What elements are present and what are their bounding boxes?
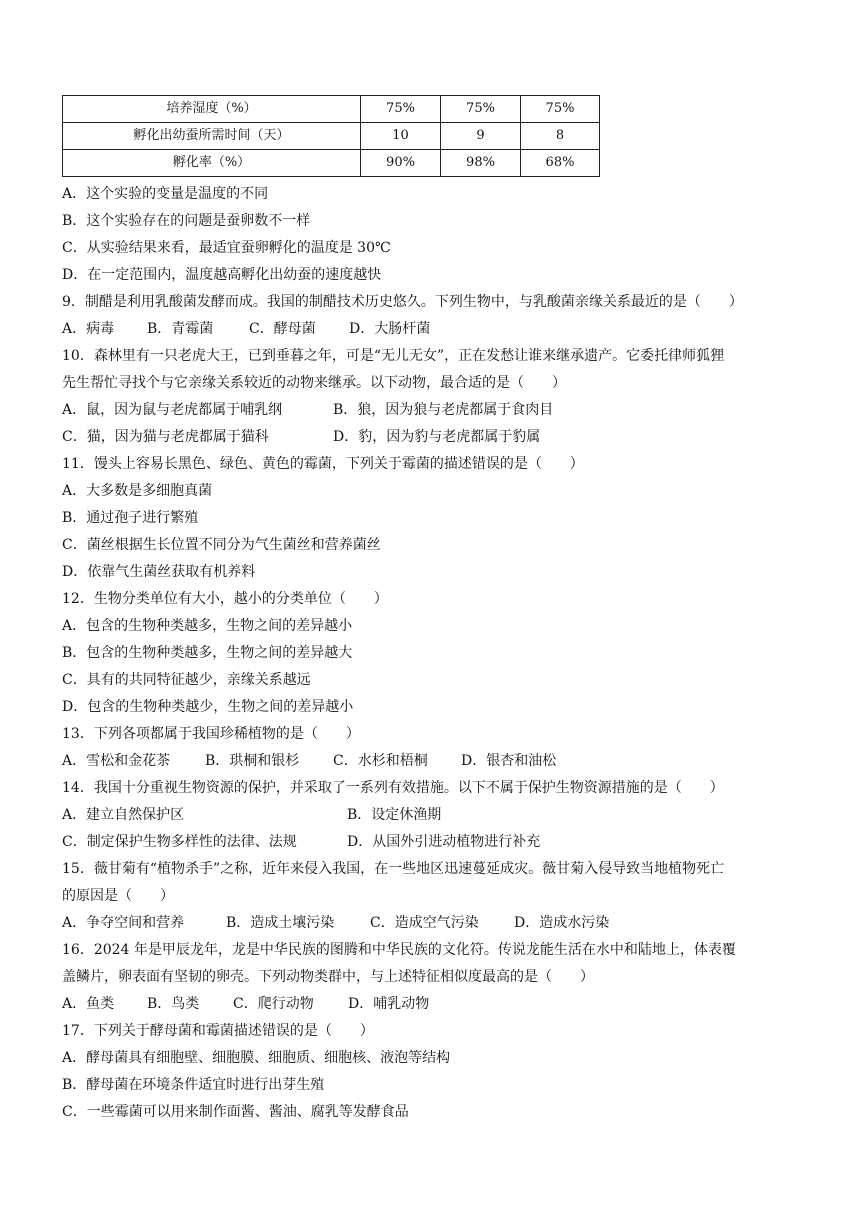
q9-options — [62, 316, 822, 343]
q12-option-a: A．包含的生物种类越多，生物之间的差异越小 — [62, 618, 353, 634]
q14-option-b: B．设定休渔期 — [347, 807, 442, 823]
table-cell: 98% — [441, 150, 521, 177]
q17-option-c: C．一些霉菌可以用来制作面酱、酱油、腐乳等发酵食品 — [62, 1104, 409, 1120]
q14-option-c: C．制定保护生物多样性的法律、法规 — [62, 834, 297, 850]
table-cell: 75% — [521, 96, 600, 123]
q14-option-d: D．从国外引进动植物进行补充 — [347, 834, 541, 850]
q13-option-c: C．水杉和梧桐 — [333, 753, 428, 769]
q8-option-a: A．这个实验的变量是温度的不同 — [62, 186, 269, 202]
q16-option-d: D．哺乳动物 — [348, 996, 430, 1012]
q9-option-d: D．大肠杆菌 — [349, 321, 431, 337]
q12-stem: 12．生物分类单位有大小，越小的分类单位（ ） — [62, 591, 388, 607]
q10-option-b: B．狼，因为狼与老虎都属于食肉目 — [333, 402, 554, 418]
q17-option-a: A．酵母菌具有细胞壁、细胞膜、细胞质、细胞核、液泡等结构 — [62, 1050, 451, 1066]
q15-stem-line-1: 15．薇甘菊有“植物杀手”之称，近年来侵入我国，在一些地区迅速蔓延成灾。薇甘菊入侵导致当地植物死亡 — [62, 861, 725, 877]
q16-option-c: C．爬行动物 — [233, 996, 314, 1012]
table-cell: 75% — [361, 96, 441, 123]
table-cell: 68% — [521, 150, 600, 177]
q13-option-a: A．雪松和金花茶 — [62, 753, 171, 769]
q17-stem: 17．下列关于酵母菌和霉菌描述错误的是（ ） — [62, 1023, 374, 1039]
q15-option-a: A．争夺空间和营养 — [62, 915, 185, 931]
q16-option-b: B．鸟类 — [147, 996, 200, 1012]
table-cell: 90% — [361, 150, 441, 177]
q10-option-a: A．鼠，因为鼠与老虎都属于哺乳纲 — [62, 402, 283, 418]
q10-option-c: C．猫，因为猫与老虎都属于猫科 — [62, 429, 269, 445]
table-cell: 8 — [521, 123, 600, 150]
hatching-data-table — [62, 95, 600, 177]
q13-stem: 13．下列各项都属于我国珍稀植物的是（ ） — [62, 726, 360, 742]
q13-option-b: B．珙桐和银杉 — [205, 753, 300, 769]
q9-stem: 9．制醋是利用乳酸菌发酵而成。我国的制醋技术历史悠久。下列生物中，与乳酸菌亲缘关系最近的是（ ） — [62, 294, 743, 310]
q11-option-c: C．菌丝根据生长位置不同分为气生菌丝和营养菌丝 — [62, 537, 381, 553]
q15-stem-line-2: 的原因是（ ） — [62, 888, 174, 904]
q15-options — [62, 910, 822, 937]
q16-options — [62, 991, 822, 1018]
q15-option-d: D．造成水污染 — [514, 915, 610, 931]
q10-stem-line-2: 先生帮忙寻找个与它亲缘关系较近的动物来继承。以下动物，最合适的是（ ） — [62, 375, 566, 391]
q8-option-d: D．在一定范围内，温度越高孵化出幼蚕的速度越快 — [62, 267, 382, 283]
q14-options-row-2 — [62, 829, 822, 856]
q10-stem-line-1: 10．森林里有一只老虎大王，已到垂暮之年，可是“无儿无女”，正在发愁让谁来继承遗产。它委托律师狐狸 — [62, 348, 725, 364]
table-cell: 10 — [361, 123, 441, 150]
q10-options-row-1 — [62, 397, 822, 424]
q10-option-d: D．豹，因为豹与老虎都属于豹属 — [333, 429, 541, 445]
q14-stem: 14．我国十分重视生物资源的保护，并采取了一系列有效措施。以下不属于保护生物资源措施的是（ ） — [62, 780, 724, 796]
q10-options-row-2 — [62, 424, 822, 451]
table-cell: 孵化出幼蚕所需时间（天） — [63, 123, 361, 150]
q8-option-c: C．从实验结果来看，最适宜蚕卵孵化的温度是 30℃ — [62, 240, 391, 256]
q15-option-b: B．造成土壤污染 — [226, 915, 335, 931]
q17-option-b: B．酵母菌在环境条件适宜时进行出芽生殖 — [62, 1077, 325, 1093]
table-row — [63, 96, 600, 123]
table-cell: 孵化率（%） — [63, 150, 361, 177]
q13-option-d: D．银杏和油松 — [461, 753, 557, 769]
q16-option-a: A．鱼类 — [62, 996, 115, 1012]
table-row — [63, 150, 600, 177]
q14-option-a: A．建立自然保护区 — [62, 807, 185, 823]
q11-option-d: D．依靠气生菌丝获取有机养料 — [62, 564, 256, 580]
q11-option-a: A．大多数是多细胞真菌 — [62, 483, 213, 499]
q14-options-row-1 — [62, 802, 822, 829]
table-cell: 75% — [441, 96, 521, 123]
q9-option-b: B．青霉菌 — [147, 321, 214, 337]
q9-option-a: A．病毒 — [62, 321, 115, 337]
q16-stem-line-1: 16．2024 年是甲辰龙年，龙是中华民族的图腾和中华民族的文化符。传说龙能生活在水中和陆地上，体表覆 — [62, 942, 736, 958]
q15-option-c: C．造成空气污染 — [370, 915, 479, 931]
table-cell: 培养湿度（%） — [63, 96, 361, 123]
q12-option-d: D．包含的生物种类越少，生物之间的差异越小 — [62, 699, 354, 715]
q13-options — [62, 748, 822, 775]
q9-option-c: C．酵母菌 — [249, 321, 316, 337]
q11-option-b: B．通过孢子进行繁殖 — [62, 510, 199, 526]
q8-option-b: B．这个实验存在的问题是蚕卵数不一样 — [62, 213, 311, 229]
question-list — [62, 181, 822, 1126]
q12-option-c: C．具有的共同特征越少，亲缘关系越远 — [62, 672, 311, 688]
table-row — [63, 123, 600, 150]
q16-stem-line-2: 盖鳞片，卵表面有坚韧的卵壳。下列动物类群中，与上述特征相似度最高的是（ ） — [62, 969, 594, 985]
q12-option-b: B．包含的生物种类越多，生物之间的差异越大 — [62, 645, 353, 661]
q11-stem: 11．馒头上容易长黑色、绿色、黄色的霉菌，下列关于霉菌的描述错误的是（ ） — [62, 456, 584, 472]
table-cell: 9 — [441, 123, 521, 150]
